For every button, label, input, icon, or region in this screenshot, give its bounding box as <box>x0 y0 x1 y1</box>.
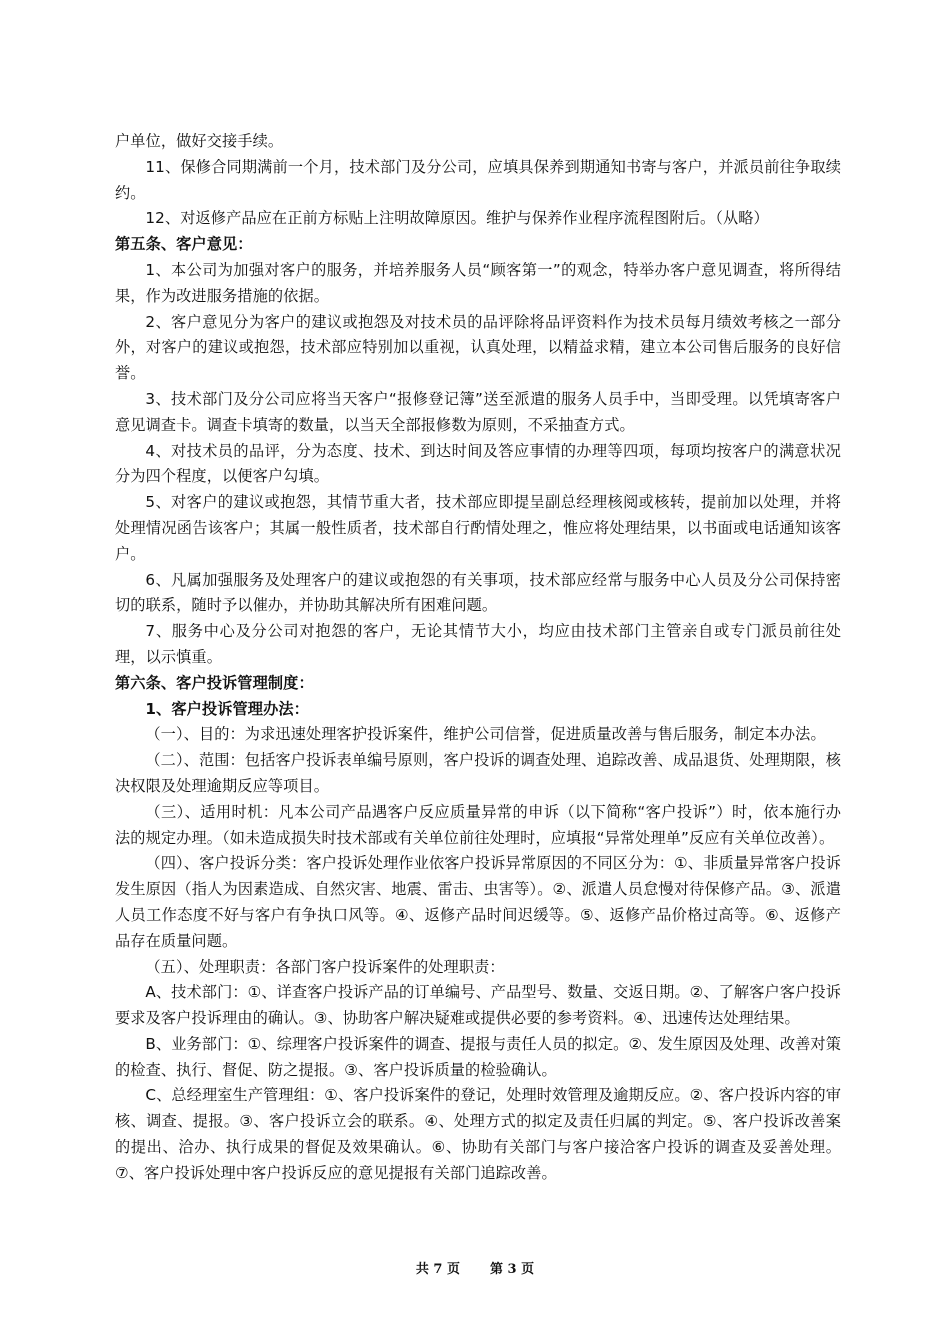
section-heading: 第六条、客户投诉管理制度： <box>115 673 314 692</box>
page-footer <box>0 1258 950 1277</box>
paragraph: 户单位，做好交接手续。 <box>115 132 284 150</box>
paragraph: （五）、处理职责：各部门客户投诉案件的处理职责： <box>145 957 505 976</box>
paragraph: （二）、范围：包括客户投诉表单编号原则，客户投诉的调查处理、追踪改善、成品退货、处理期限，核决权限及处理逾期反应等项目。 <box>115 751 842 795</box>
paragraph: A、技术部门：①、详查客户投诉产品的订单编号、产品型号、数量、交返日期。②、了解客户客户投诉要求及客户投诉理由的确认。③、协助客户解决疑难或提供必要的参考资料。④、迅速传达处理结果。 <box>115 983 841 1028</box>
paragraph: （三）、适用时机：凡本公司产品遇客户反应质量异常的申诉（以下简称“客户投诉”）时，依本施行办法的规定办理。（如未造成损失时技术部或有关单位前往处理时，应填报“异常处理单”反应有关单位改善）。 <box>115 802 841 847</box>
paragraph: 12、对返修产品应在正前方标贴上注明故障原因。维护与保养作业程序流程图附后。（从略） <box>145 209 769 228</box>
paragraph: B、业务部门：①、综理客户投诉案件的调查、提报与责任人员的拟定。②、发生原因及处理、改善对策的检查、执行、督促、防之提报。③、客户投诉质量的检验确认。 <box>115 1034 841 1079</box>
paragraph: 1、本公司为加强对客户的服务，并培养服务人员“顾客第一”的观念，特举办客户意见调查，将所得结果，作为改进服务措施的依据。 <box>115 260 841 305</box>
document-body <box>115 129 841 1187</box>
paragraph: 7、服务中心及分公司对抱怨的客户，无论其情节大小，均应由技术部门主管亲自或专门派员前往处理，以示慎重。 <box>115 622 841 666</box>
paragraph: （一）、目的：为求迅速处理客护投诉案件，维护公司信誉，促进质量改善与售后服务，制定本办法。 <box>145 725 826 744</box>
paragraph: 3、技术部门及分公司应将当天客户“报修登记簿”送至派遣的服务人员手中，当即受理。以凭填寄客户意见调查卡。调查卡填寄的数量，以当天全部报修数为原则，不采抽查方式。 <box>115 389 841 434</box>
paragraph: C、总经理室生产管理组：①、客户投诉案件的登记，处理时效管理及逾期反应。②、客户投诉内容的审核、调查、提报。③、客户投诉立会的联系。④、处理方式的拟定及责任归属的判定。⑤、客户投诉改善案的提出、洽办、执行成果的督促及效果确认。⑥、协助有关部门与客户接洽客户投诉的调查及妥善处理。⑦、客户投诉处理中客户投诉反应的意见提报有关部门追踪改善。 <box>115 1086 841 1182</box>
sub-heading: 1、客户投诉管理办法： <box>145 699 309 718</box>
paragraph: 11、保修合同期满前一个月，技术部门及分公司，应填具保养到期通知书寄与客户，并派员前往争取续约。 <box>115 157 841 202</box>
paragraph: 6、凡属加强服务及处理客户的建议或抱怨的有关事项，技术部应经常与服务中心人员及分公司保持密切的联系，随时予以催办，并协助其解决所有困难问题。 <box>115 570 841 615</box>
paragraph: 5、对客户的建议或抱怨，其情节重大者，技术部应即提呈副总经理核阅或核转，提前加以处理，并将处理情况函告该客户；其属一般性质者，技术部自行酌情处理之，惟应将处理结果，以书面或电话通知该客户。 <box>115 493 841 563</box>
paragraph: 2、客户意见分为客户的建议或抱怨及对技术员的品评除将品评资料作为技术员每月绩效考核之一部分外，对客户的建议或抱怨，技术部应特别加以重视，认真处理，以精益求精，建立本公司售后服务的良好信誉。 <box>115 312 841 383</box>
section-heading: 第五条、客户意见： <box>115 235 253 254</box>
paragraph: （四）、客户投诉分类：客户投诉处理作业依客户投诉异常原因的不同区分为：①、非质量异常客户投诉发生原因（指人为因素造成、自然灾害、地震、雷击、虫害等）。②、派遣人员怠慢对待保修产品。③、派遣人员工作态度不好与客户有争执口风等。④、返修产品时间迟缓等。⑤、返修产品价格过高等。⑥、返修产品存在质量问题。 <box>115 854 841 950</box>
current-page: 第 3 页 <box>490 1262 535 1277</box>
total-pages: 共 7 页 <box>415 1262 460 1277</box>
paragraph: 4、对技术员的品评，分为态度、技术、到达时间及答应事情的办理等四项，每项均按客户的满意状况分为四个程度，以便客户勾填。 <box>115 441 841 486</box>
